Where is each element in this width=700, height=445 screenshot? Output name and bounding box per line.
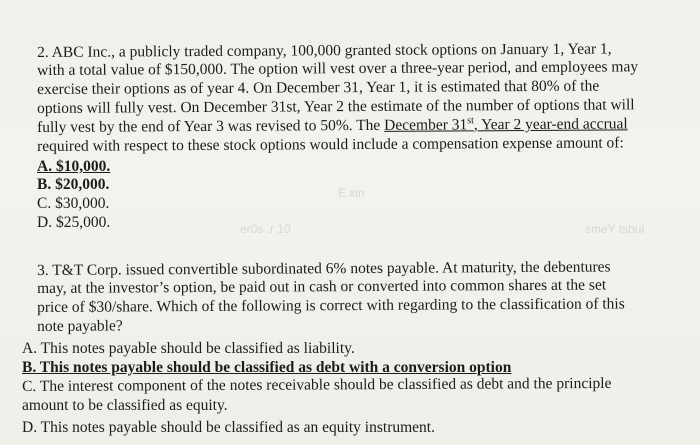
q2-line-3: exercise their options as of year 4. On December 31, Year 1, it is estimated that 80% of the bbox=[37, 77, 600, 98]
q3-option-c-continued: amount to be classified as equity. bbox=[22, 397, 228, 414]
q2-option-d: D. $25,000. bbox=[37, 214, 111, 231]
q3-option-b: B. This notes payable should be classified as debt with a conversion option bbox=[22, 359, 512, 376]
bleed-through-mark: E xin bbox=[338, 186, 365, 200]
q2-line-1: 2. ABC Inc., a publicly traded company, 100,000 granted stock options on January 1, Year 1, bbox=[37, 40, 612, 61]
q2-option-c: C. $30,000. bbox=[37, 195, 110, 212]
q2-underlined-prefix: December 31 bbox=[384, 116, 468, 134]
q2-line-4: options will fully vest. On December 31st, Year 2 the estimate of the number of options that will bbox=[37, 96, 635, 117]
bleed-through-mark: smeY tsbul bbox=[585, 222, 645, 236]
q3-option-a: A. This notes payable should be classified as liability. bbox=[22, 340, 355, 357]
q2-line-5 bbox=[37, 115, 628, 137]
q2-underlined-date bbox=[384, 115, 628, 133]
q2-option-b bbox=[37, 176, 109, 194]
q3-line-1: 3. T&T Corp. issued convertible subordinated 6% notes payable. At maturity, the debentures bbox=[37, 258, 611, 279]
q3-line-3: price of $30/share. Which of the following is correct with regarding to the classification of this bbox=[37, 295, 625, 316]
q2-option-b-text: B. $20,000. bbox=[37, 176, 110, 193]
q2-underlined-suffix: , Year 2 year-end accrual bbox=[473, 115, 628, 134]
q2-option-a: A. $10,000. bbox=[37, 158, 111, 175]
q3-option-c: C. The interest component of the notes receivable should be classified as debt and the principle bbox=[22, 374, 612, 395]
q3-option-d: D. This notes payable should be classified as an equity instrument. bbox=[22, 419, 435, 436]
q2-underlined-sup: st bbox=[467, 115, 474, 127]
q2-line-2: with a total value of $150,000. The option will vest over a three-year period, and employees may bbox=[37, 58, 639, 79]
q2-line-6: required with respect to these stock options would include a compensation expense amount of: bbox=[37, 134, 624, 155]
bleed-through-mark: er0s .r 10 bbox=[240, 222, 291, 236]
q2-line-5-text: fully vest by the end of Year 3 was revised to 50%. The bbox=[37, 116, 381, 136]
q3-line-2: may, at the investor’s option, be paid out in cash or converted into common shares at the set bbox=[37, 276, 607, 297]
q3-line-4: note payable? bbox=[37, 317, 123, 335]
